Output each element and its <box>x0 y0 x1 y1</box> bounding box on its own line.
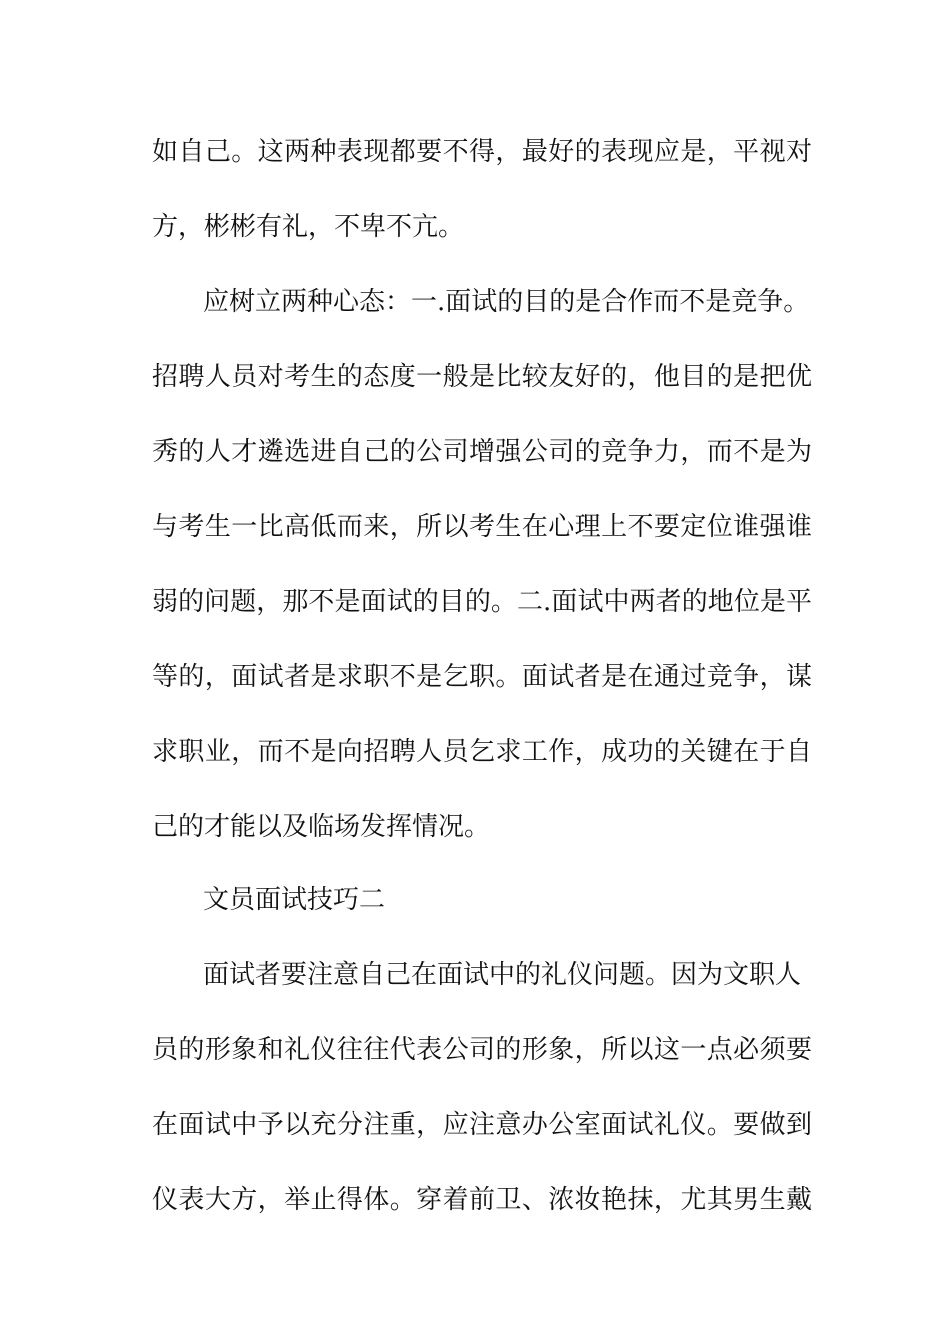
paragraph-first-line: 应树立两种心态：一.面试的目的是合作而不是竞争。 <box>203 287 810 317</box>
text-line: 与考生一比高低而来，所以考生在心理上不要定位谁强谁 <box>152 512 812 542</box>
text-line: 秀的人才遴选进自己的公司增强公司的竞争力，而不是为 <box>152 437 812 467</box>
text-line: 员的形象和礼仪往往代表公司的形象，所以这一点必须要 <box>152 1035 812 1065</box>
text-line: 等的，面试者是求职不是乞职。面试者是在通过竞争，谋 <box>152 662 812 692</box>
text-line: 招聘人员对考生的态度一般是比较友好的，他目的是把优 <box>152 362 812 392</box>
paragraph-first-line: 面试者要注意自己在面试中的礼仪问题。因为文职人 <box>203 960 802 990</box>
text-line: 求职业，而不是向招聘人员乞求工作，成功的关键在于自 <box>152 737 812 767</box>
section-heading: 文员面试技巧二 <box>203 885 386 915</box>
text-line: 在面试中予以充分注重，应注意办公室面试礼仪。要做到 <box>152 1110 812 1140</box>
text-line: 仪表大方，举止得体。穿着前卫、浓妆艳抹，尤其男生戴 <box>152 1185 812 1215</box>
text-line: 如自己。这两种表现都要不得，最好的表现应是，平视对 <box>152 137 812 167</box>
text-line: 己的才能以及临场发挥情况。 <box>152 812 491 842</box>
text-line: 方，彬彬有礼，不卑不亢。 <box>152 212 465 242</box>
text-line: 弱的问题，那不是面试的目的。二.面试中两者的地位是平 <box>152 587 812 617</box>
